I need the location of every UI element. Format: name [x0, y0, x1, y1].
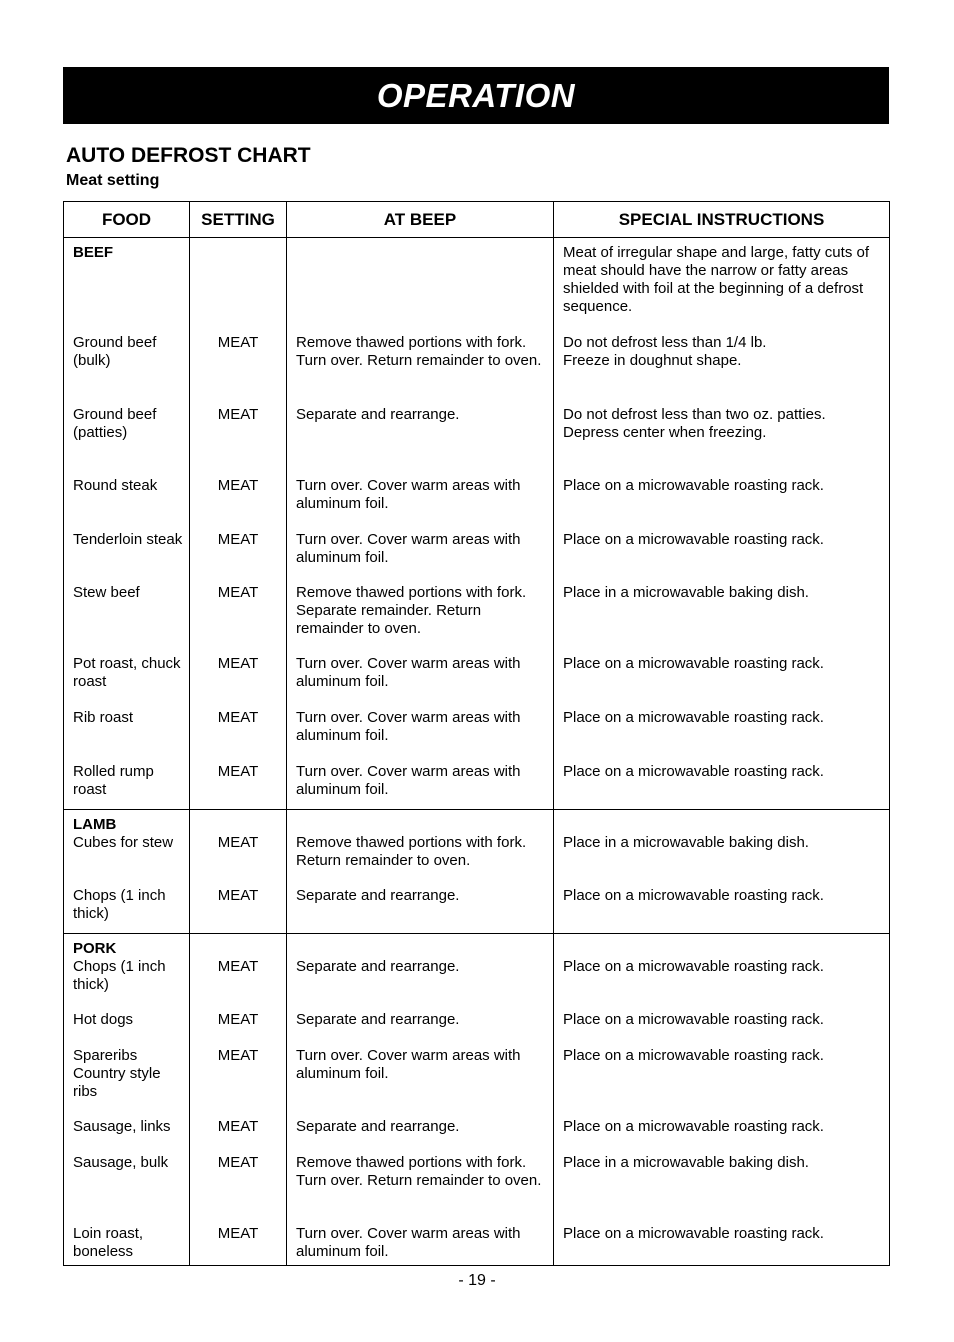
special-cell: Do not defrost less than 1/4 lb. Freeze in doughnut shape. [563, 334, 767, 369]
special-cell: Place in a microwavable baking dish. [563, 1154, 809, 1171]
at-beep-cell: Separate and rearrange. [296, 1011, 460, 1028]
setting-column [190, 934, 287, 1266]
food-cell: Rib roast [73, 709, 134, 726]
column-header-at-beep: AT BEEP [287, 202, 554, 238]
food-cell: Stew beef [73, 584, 140, 601]
food-cell: Ground beef (patties) [73, 406, 157, 441]
food-cell: Chops (1 inch thick) [73, 958, 166, 993]
food-cell: Hot dogs [73, 1011, 134, 1028]
special-cell: Place on a microwavable roasting rack. [563, 1011, 824, 1028]
category-label: LAMB [73, 816, 117, 833]
at-beep-cell: Turn over. Cover warm areas with aluminum foil. [296, 655, 521, 690]
at-beep-cell: Remove thawed portions with fork. Turn over. Return remainder to oven. [296, 1154, 542, 1189]
food-cell: Round steak [73, 477, 158, 494]
section-banner: OPERATION [63, 67, 889, 124]
at-beep-cell: Separate and rearrange. [296, 406, 460, 423]
special-cell: Place on a microwavable roasting rack. [563, 477, 824, 494]
at-beep-cell: Turn over. Cover warm areas with aluminum foil. [296, 763, 521, 798]
chart-subtitle: Meat setting [66, 172, 160, 189]
setting-cell: MEAT [217, 887, 259, 904]
setting-cell: MEAT [217, 958, 259, 975]
category-label: PORK [73, 940, 117, 957]
table-group-beef [64, 238, 890, 810]
food-column [64, 810, 190, 934]
chart-title: AUTO DEFROST CHART [66, 144, 311, 167]
special-cell: Place on a microwavable roasting rack. [563, 1047, 824, 1064]
food-cell: Chops (1 inch thick) [73, 887, 166, 922]
food-column [64, 934, 190, 1266]
column-header-setting: SETTING [190, 202, 287, 238]
column-header-special-instructions: SPECIAL INSTRUCTIONS [554, 202, 890, 238]
setting-cell: MEAT [217, 763, 259, 780]
setting-cell: MEAT [217, 334, 259, 351]
setting-cell: MEAT [217, 477, 259, 494]
setting-cell: MEAT [217, 406, 259, 423]
at-beep-cell: Remove thawed portions with fork. Return remainder to oven. [296, 834, 527, 869]
special-instructions-column [554, 238, 890, 810]
special-cell: Place in a microwavable baking dish. [563, 834, 809, 851]
beef-note: Meat of irregular shape and large, fatty cuts of meat should have the narrow or fatty areas shielded with foil at the beginning of a defrost sequence. [563, 244, 869, 315]
page-number: - 19 - [458, 1272, 496, 1289]
setting-cell: MEAT [217, 1225, 259, 1242]
at-beep-cell: Separate and rearrange. [296, 887, 460, 904]
food-cell: Ground beef (bulk) [73, 334, 157, 369]
special-cell: Place on a microwavable roasting rack. [563, 887, 824, 904]
setting-column [190, 238, 287, 810]
special-instructions-column [554, 810, 890, 934]
setting-cell: MEAT [217, 655, 259, 672]
setting-column [190, 810, 287, 934]
category-label: BEEF [73, 244, 114, 261]
food-cell: Cubes for stew [73, 834, 174, 851]
at-beep-cell: Remove thawed portions with fork. Separate remainder. Return remainder to oven. [296, 584, 527, 637]
at-beep-cell: Turn over. Cover warm areas with aluminum foil. [296, 1225, 521, 1260]
table-group-lamb [64, 810, 890, 934]
setting-cell: MEAT [217, 1118, 259, 1135]
special-instructions-column [554, 934, 890, 1266]
defrost-table [63, 201, 890, 1266]
at-beep-cell: Remove thawed portions with fork. Turn over. Return remainder to oven. [296, 334, 542, 369]
at-beep-column [287, 238, 554, 810]
at-beep-cell: Turn over. Cover warm areas with aluminum foil. [296, 477, 521, 512]
setting-cell: MEAT [217, 531, 259, 548]
special-cell: Place on a microwavable roasting rack. [563, 958, 824, 975]
at-beep-cell: Turn over. Cover warm areas with aluminum foil. [296, 1047, 521, 1082]
at-beep-cell: Turn over. Cover warm areas with aluminum foil. [296, 531, 521, 566]
table-header-row [64, 202, 890, 238]
special-cell: Place on a microwavable roasting rack. [563, 709, 824, 726]
column-header-food: FOOD [64, 202, 190, 238]
special-cell: Place on a microwavable roasting rack. [563, 655, 824, 672]
food-cell: Spareribs Country style ribs [73, 1047, 161, 1100]
at-beep-column [287, 934, 554, 1266]
special-cell: Place in a microwavable baking dish. [563, 584, 809, 601]
setting-cell: MEAT [217, 1154, 259, 1171]
special-cell: Place on a microwavable roasting rack. [563, 531, 824, 548]
food-column [64, 238, 190, 810]
special-cell: Place on a microwavable roasting rack. [563, 1118, 824, 1135]
setting-cell: MEAT [217, 834, 259, 851]
setting-cell: MEAT [217, 1011, 259, 1028]
setting-cell: MEAT [217, 1047, 259, 1064]
food-cell: Sausage, links [73, 1118, 171, 1135]
setting-cell: MEAT [217, 584, 259, 601]
food-cell: Rolled rump roast [73, 763, 154, 798]
food-cell: Tenderloin steak [73, 531, 183, 548]
food-cell: Loin roast, boneless [73, 1225, 144, 1260]
table-group-pork [64, 934, 890, 1266]
special-cell: Do not defrost less than two oz. patties. Depress center when freezing. [563, 406, 826, 441]
special-cell: Place on a microwavable roasting rack. [563, 1225, 824, 1242]
special-cell: Place on a microwavable roasting rack. [563, 763, 824, 780]
setting-cell: MEAT [217, 709, 259, 726]
food-cell: Pot roast, chuck roast [73, 655, 181, 690]
food-cell: Sausage, bulk [73, 1154, 169, 1171]
at-beep-column [287, 810, 554, 934]
at-beep-cell: Separate and rearrange. [296, 1118, 460, 1135]
at-beep-cell: Separate and rearrange. [296, 958, 460, 975]
at-beep-cell: Turn over. Cover warm areas with aluminum foil. [296, 709, 521, 744]
